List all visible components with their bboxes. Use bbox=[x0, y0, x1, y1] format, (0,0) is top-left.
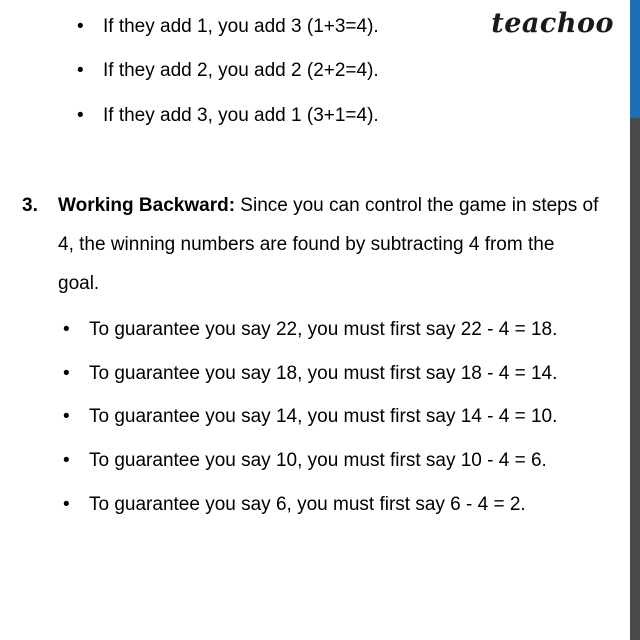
bullet-text-2: If they add 2, you add 2 (2+2=4). bbox=[103, 60, 379, 81]
bullet-text-1: If they add 1, you add 3 (1+3=4). bbox=[103, 16, 379, 37]
bullet-text-3: If they add 3, you add 1 (3+1=4). bbox=[103, 105, 379, 126]
section-first-line bbox=[58, 194, 598, 218]
bullet-dot: • bbox=[63, 319, 70, 340]
bullet-dot: • bbox=[77, 16, 84, 37]
sub-bullet-text-1: To guarantee you say 22, you must first say 22 - 4 = 18. bbox=[89, 319, 558, 340]
bullet-dot: • bbox=[77, 60, 84, 81]
sub-bullet-text-2: To guarantee you say 18, you must first say 18 - 4 = 14. bbox=[89, 363, 558, 384]
bullet-dot: • bbox=[63, 450, 70, 471]
bullet-dot: • bbox=[77, 105, 84, 126]
section-number: 3. bbox=[22, 195, 38, 216]
teachoo-logo: teachoo bbox=[491, 8, 614, 39]
section-line-3: goal. bbox=[58, 273, 100, 294]
sub-bullet-text-5: To guarantee you say 6, you must first say 6 - 4 = 2. bbox=[89, 494, 526, 515]
section-line-2: 4, the winning numbers are found by subtracting 4 from the bbox=[58, 234, 555, 255]
sub-bullet-text-3: To guarantee you say 14, you must first say 14 - 4 = 10. bbox=[89, 406, 558, 427]
bullet-dot: • bbox=[63, 363, 70, 384]
section-heading: Working Backward: bbox=[58, 195, 236, 216]
bullet-dot: • bbox=[63, 406, 70, 427]
right-edge-accent bbox=[630, 0, 640, 118]
bullet-dot: • bbox=[63, 494, 70, 515]
sub-bullet-text-4: To guarantee you say 10, you must first say 10 - 4 = 6. bbox=[89, 450, 547, 471]
section-line-1: Since you can control the game in steps of bbox=[235, 195, 599, 216]
